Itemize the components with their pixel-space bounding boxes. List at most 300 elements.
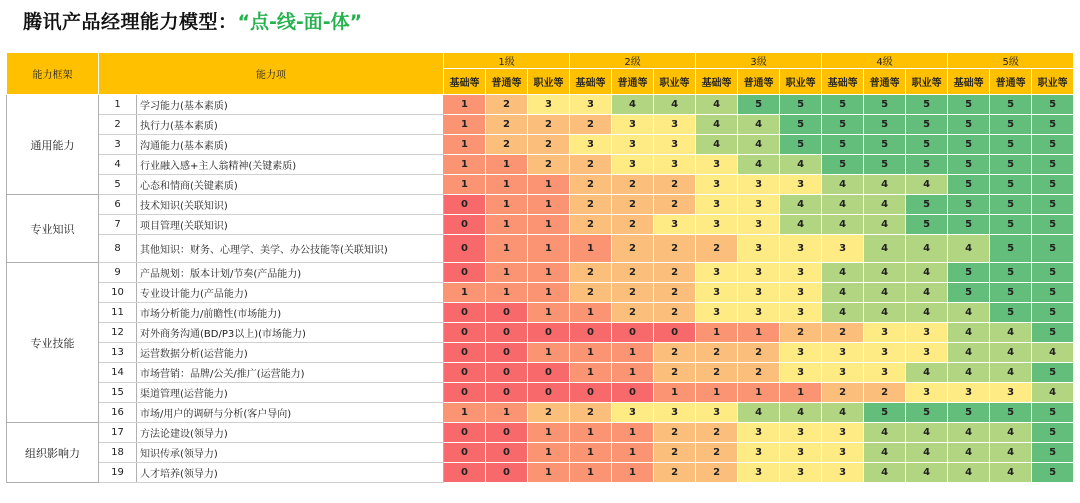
ability-item: 学习能力(基本素质) <box>137 95 444 115</box>
score-cell: 2 <box>570 195 612 215</box>
table-body <box>7 95 1074 483</box>
table-row <box>7 235 1074 263</box>
score-cell: 1 <box>444 115 486 135</box>
score-cell: 3 <box>780 283 822 303</box>
score-cell: 3 <box>822 443 864 463</box>
score-cell: 5 <box>906 155 948 175</box>
score-cell: 0 <box>528 383 570 403</box>
score-cell: 0 <box>486 443 528 463</box>
score-cell: 3 <box>738 195 780 215</box>
score-cell: 2 <box>612 195 654 215</box>
score-cell: 0 <box>654 323 696 343</box>
score-cell: 2 <box>654 303 696 323</box>
score-cell: 3 <box>654 215 696 235</box>
score-cell: 1 <box>528 303 570 323</box>
page-title <box>23 8 362 36</box>
score-cell: 5 <box>990 155 1032 175</box>
score-cell: 5 <box>990 115 1032 135</box>
score-cell: 3 <box>696 303 738 323</box>
score-cell: 4 <box>612 95 654 115</box>
score-cell: 0 <box>486 343 528 363</box>
score-cell: 4 <box>906 235 948 263</box>
score-cell: 3 <box>738 175 780 195</box>
header-item: 能力项 <box>99 53 444 95</box>
score-cell: 4 <box>780 195 822 215</box>
score-cell: 3 <box>906 323 948 343</box>
row-number: 12 <box>99 323 137 343</box>
ability-item: 项目管理(关联知识) <box>137 215 444 235</box>
score-cell: 5 <box>906 115 948 135</box>
score-cell: 5 <box>1032 323 1074 343</box>
score-cell: 1 <box>738 323 780 343</box>
score-cell: 0 <box>444 215 486 235</box>
score-cell: 4 <box>864 283 906 303</box>
score-cell: 4 <box>696 135 738 155</box>
row-number: 8 <box>99 235 137 263</box>
score-cell: 5 <box>822 115 864 135</box>
score-cell: 4 <box>864 175 906 195</box>
score-cell: 5 <box>948 215 990 235</box>
score-cell: 2 <box>654 283 696 303</box>
score-cell: 1 <box>444 135 486 155</box>
score-cell: 5 <box>864 403 906 423</box>
table-row <box>7 263 1074 283</box>
sublevel-professional: 职业等 <box>906 69 948 95</box>
score-cell: 3 <box>696 403 738 423</box>
score-cell: 4 <box>990 343 1032 363</box>
score-cell: 1 <box>696 383 738 403</box>
score-cell: 2 <box>612 235 654 263</box>
score-cell: 2 <box>696 443 738 463</box>
score-cell: 5 <box>780 95 822 115</box>
score-cell: 1 <box>444 155 486 175</box>
score-cell: 0 <box>486 303 528 323</box>
table-row <box>7 115 1074 135</box>
score-cell: 4 <box>822 215 864 235</box>
score-cell: 1 <box>486 155 528 175</box>
table-row <box>7 423 1074 443</box>
score-cell: 5 <box>864 135 906 155</box>
score-cell: 4 <box>864 215 906 235</box>
score-cell: 5 <box>990 263 1032 283</box>
sublevel-normal: 普通等 <box>990 69 1032 95</box>
score-cell: 4 <box>822 283 864 303</box>
score-cell: 3 <box>780 303 822 323</box>
title-main: 腾讯产品经理能力模型： <box>23 11 238 33</box>
score-cell: 4 <box>990 463 1032 483</box>
row-number: 11 <box>99 303 137 323</box>
score-cell: 4 <box>1032 383 1074 403</box>
score-cell: 2 <box>822 383 864 403</box>
score-cell: 1 <box>570 463 612 483</box>
score-cell: 1 <box>612 423 654 443</box>
score-cell: 1 <box>570 443 612 463</box>
score-cell: 2 <box>612 303 654 323</box>
sublevel-basic: 基础等 <box>822 69 864 95</box>
score-cell: 4 <box>906 175 948 195</box>
score-cell: 4 <box>822 175 864 195</box>
score-cell: 2 <box>654 343 696 363</box>
score-cell: 4 <box>738 155 780 175</box>
score-cell: 4 <box>948 235 990 263</box>
score-cell: 2 <box>654 235 696 263</box>
ability-item: 产品规划：版本计划/节奏(产品能力) <box>137 263 444 283</box>
table-row <box>7 95 1074 115</box>
score-cell: 2 <box>570 403 612 423</box>
score-cell: 3 <box>738 215 780 235</box>
score-cell: 1 <box>528 423 570 443</box>
header-level-3: 3级 <box>696 53 822 69</box>
ability-item: 执行力(基本素质) <box>137 115 444 135</box>
score-cell: 0 <box>486 323 528 343</box>
score-cell: 2 <box>612 283 654 303</box>
score-cell: 4 <box>990 443 1032 463</box>
score-cell: 5 <box>948 95 990 115</box>
score-cell: 2 <box>822 323 864 343</box>
score-cell: 1 <box>528 235 570 263</box>
score-cell: 2 <box>696 235 738 263</box>
ability-item: 沟通能力(基本素质) <box>137 135 444 155</box>
score-cell: 5 <box>906 215 948 235</box>
score-cell: 5 <box>990 403 1032 423</box>
score-cell: 1 <box>486 175 528 195</box>
score-cell: 3 <box>696 283 738 303</box>
sublevel-professional: 职业等 <box>1032 69 1074 95</box>
score-cell: 4 <box>906 363 948 383</box>
sublevel-professional: 职业等 <box>780 69 822 95</box>
score-cell: 4 <box>780 215 822 235</box>
ability-item: 专业设计能力(产品能力) <box>137 283 444 303</box>
score-cell: 2 <box>486 95 528 115</box>
score-cell: 3 <box>822 463 864 483</box>
row-number: 15 <box>99 383 137 403</box>
score-cell: 4 <box>696 95 738 115</box>
ability-item: 知识传承(领导力) <box>137 443 444 463</box>
score-cell: 3 <box>570 95 612 115</box>
score-cell: 3 <box>696 155 738 175</box>
score-cell: 5 <box>906 95 948 115</box>
score-cell: 3 <box>654 115 696 135</box>
score-cell: 3 <box>570 135 612 155</box>
category-cell: 专业知识 <box>7 195 99 263</box>
score-cell: 0 <box>444 235 486 263</box>
score-cell: 4 <box>906 423 948 443</box>
score-cell: 1 <box>528 263 570 283</box>
header-level-4: 4级 <box>822 53 948 69</box>
score-cell: 1 <box>486 235 528 263</box>
ability-item: 心态和情商(关键素质) <box>137 175 444 195</box>
table-row <box>7 155 1074 175</box>
score-cell: 2 <box>570 115 612 135</box>
score-cell: 4 <box>822 263 864 283</box>
category-cell: 专业技能 <box>7 263 99 423</box>
row-number: 4 <box>99 155 137 175</box>
score-cell: 3 <box>780 423 822 443</box>
score-cell: 3 <box>822 343 864 363</box>
score-cell: 4 <box>990 363 1032 383</box>
row-number: 6 <box>99 195 137 215</box>
score-cell: 4 <box>822 403 864 423</box>
score-cell: 5 <box>990 283 1032 303</box>
score-cell: 1 <box>780 383 822 403</box>
score-cell: 5 <box>1032 423 1074 443</box>
score-cell: 4 <box>738 403 780 423</box>
ability-model-table <box>6 52 1074 483</box>
score-cell: 5 <box>1032 303 1074 323</box>
score-cell: 5 <box>864 115 906 135</box>
row-number: 7 <box>99 215 137 235</box>
score-cell: 1 <box>528 175 570 195</box>
score-cell: 3 <box>612 135 654 155</box>
score-cell: 0 <box>444 323 486 343</box>
row-number: 19 <box>99 463 137 483</box>
score-cell: 4 <box>864 423 906 443</box>
score-cell: 3 <box>696 175 738 195</box>
score-cell: 4 <box>738 135 780 155</box>
sublevel-basic: 基础等 <box>444 69 486 95</box>
row-number: 5 <box>99 175 137 195</box>
score-cell: 4 <box>696 115 738 135</box>
score-cell: 4 <box>780 155 822 175</box>
score-cell: 1 <box>528 195 570 215</box>
score-cell: 5 <box>990 195 1032 215</box>
score-cell: 2 <box>528 403 570 423</box>
score-cell: 4 <box>864 443 906 463</box>
score-cell: 4 <box>906 463 948 483</box>
score-cell: 4 <box>948 423 990 443</box>
score-cell: 5 <box>906 135 948 155</box>
score-cell: 5 <box>1032 443 1074 463</box>
ability-item: 市场营销：品牌/公关/推广(运营能力) <box>137 363 444 383</box>
score-cell: 4 <box>654 95 696 115</box>
score-cell: 5 <box>822 95 864 115</box>
sublevel-professional: 职业等 <box>654 69 696 95</box>
score-cell: 5 <box>1032 175 1074 195</box>
row-number: 9 <box>99 263 137 283</box>
category-cell: 组织影响力 <box>7 423 99 483</box>
score-cell: 4 <box>948 443 990 463</box>
score-cell: 5 <box>990 95 1032 115</box>
score-cell: 1 <box>570 343 612 363</box>
score-cell: 2 <box>528 155 570 175</box>
score-cell: 4 <box>864 263 906 283</box>
score-cell: 0 <box>444 463 486 483</box>
score-cell: 0 <box>486 423 528 443</box>
score-cell: 3 <box>780 463 822 483</box>
ability-item: 行业融入感+主人翁精神(关键素质) <box>137 155 444 175</box>
sublevel-basic: 基础等 <box>696 69 738 95</box>
score-cell: 3 <box>780 235 822 263</box>
score-cell: 5 <box>948 283 990 303</box>
sublevel-normal: 普通等 <box>486 69 528 95</box>
row-number: 17 <box>99 423 137 443</box>
score-cell: 2 <box>696 343 738 363</box>
title-highlight: “点-线-面-体” <box>237 11 363 33</box>
score-cell: 0 <box>444 383 486 403</box>
score-cell: 0 <box>444 195 486 215</box>
score-cell: 3 <box>738 463 780 483</box>
score-cell: 1 <box>696 323 738 343</box>
table-row <box>7 323 1074 343</box>
row-number: 1 <box>99 95 137 115</box>
score-cell: 3 <box>822 363 864 383</box>
score-cell: 4 <box>948 363 990 383</box>
score-cell: 3 <box>822 423 864 443</box>
score-cell: 3 <box>864 343 906 363</box>
score-cell: 2 <box>528 135 570 155</box>
score-cell: 5 <box>780 115 822 135</box>
ability-item: 市场分析能力/前瞻性(市场能力) <box>137 303 444 323</box>
score-cell: 1 <box>486 403 528 423</box>
score-cell: 1 <box>612 463 654 483</box>
ability-item: 渠道管理(运营能力) <box>137 383 444 403</box>
score-cell: 0 <box>528 363 570 383</box>
ability-item: 人才培养(领导力) <box>137 463 444 483</box>
score-cell: 0 <box>570 323 612 343</box>
score-cell: 4 <box>990 423 1032 443</box>
score-cell: 1 <box>570 423 612 443</box>
score-cell: 1 <box>528 283 570 303</box>
header-framework: 能力框架 <box>7 53 99 95</box>
score-cell: 5 <box>738 95 780 115</box>
table-row <box>7 303 1074 323</box>
score-cell: 0 <box>444 363 486 383</box>
row-number: 14 <box>99 363 137 383</box>
score-cell: 2 <box>528 115 570 135</box>
score-cell: 5 <box>948 155 990 175</box>
row-number: 16 <box>99 403 137 423</box>
score-cell: 2 <box>654 463 696 483</box>
score-cell: 5 <box>906 403 948 423</box>
score-cell: 5 <box>906 195 948 215</box>
table-row <box>7 135 1074 155</box>
score-cell: 3 <box>654 135 696 155</box>
score-cell: 1 <box>570 235 612 263</box>
table-row <box>7 195 1074 215</box>
score-cell: 3 <box>948 383 990 403</box>
score-cell: 2 <box>570 263 612 283</box>
score-cell: 0 <box>444 343 486 363</box>
ability-item: 市场/用户的调研与分析(客户导向) <box>137 403 444 423</box>
score-cell: 5 <box>948 263 990 283</box>
score-cell: 4 <box>906 303 948 323</box>
score-cell: 2 <box>486 135 528 155</box>
category-cell: 通用能力 <box>7 95 99 195</box>
score-cell: 4 <box>948 323 990 343</box>
score-cell: 5 <box>948 135 990 155</box>
score-cell: 0 <box>486 463 528 483</box>
score-cell: 3 <box>612 155 654 175</box>
score-cell: 4 <box>780 403 822 423</box>
score-cell: 5 <box>864 155 906 175</box>
score-cell: 2 <box>612 263 654 283</box>
ability-item: 其他知识：财务、心理学、美学、办公技能等(关联知识) <box>137 235 444 263</box>
score-cell: 4 <box>822 303 864 323</box>
score-cell: 4 <box>906 263 948 283</box>
score-cell: 3 <box>654 403 696 423</box>
score-cell: 4 <box>738 115 780 135</box>
score-cell: 5 <box>864 95 906 115</box>
table-row <box>7 443 1074 463</box>
score-cell: 5 <box>1032 195 1074 215</box>
score-cell: 2 <box>612 175 654 195</box>
score-cell: 3 <box>738 303 780 323</box>
score-cell: 1 <box>528 215 570 235</box>
row-number: 18 <box>99 443 137 463</box>
score-cell: 2 <box>570 175 612 195</box>
score-cell: 2 <box>738 343 780 363</box>
score-cell: 0 <box>486 383 528 403</box>
score-cell: 2 <box>654 263 696 283</box>
score-cell: 1 <box>612 363 654 383</box>
score-cell: 5 <box>780 135 822 155</box>
score-cell: 5 <box>1032 115 1074 135</box>
score-cell: 3 <box>738 423 780 443</box>
score-cell: 3 <box>696 263 738 283</box>
score-cell: 1 <box>486 263 528 283</box>
table-row <box>7 403 1074 423</box>
score-cell: 1 <box>738 383 780 403</box>
score-cell: 5 <box>948 115 990 135</box>
score-cell: 5 <box>1032 403 1074 423</box>
score-cell: 3 <box>864 323 906 343</box>
score-cell: 5 <box>822 155 864 175</box>
score-cell: 3 <box>864 363 906 383</box>
table-row <box>7 175 1074 195</box>
row-number: 3 <box>99 135 137 155</box>
score-cell: 2 <box>654 175 696 195</box>
score-cell: 4 <box>948 303 990 323</box>
score-cell: 2 <box>780 323 822 343</box>
score-cell: 5 <box>822 135 864 155</box>
table-row <box>7 383 1074 403</box>
score-cell: 3 <box>780 343 822 363</box>
score-cell: 5 <box>1032 463 1074 483</box>
score-cell: 0 <box>444 263 486 283</box>
score-cell: 4 <box>906 283 948 303</box>
score-cell: 5 <box>948 195 990 215</box>
score-cell: 1 <box>654 383 696 403</box>
score-cell: 4 <box>864 463 906 483</box>
sublevel-normal: 普通等 <box>738 69 780 95</box>
score-cell: 5 <box>1032 95 1074 115</box>
score-cell: 4 <box>864 195 906 215</box>
score-cell: 1 <box>444 95 486 115</box>
score-cell: 5 <box>990 175 1032 195</box>
score-cell: 4 <box>906 443 948 463</box>
header-level-5: 5级 <box>948 53 1074 69</box>
sublevel-professional: 职业等 <box>528 69 570 95</box>
row-number: 2 <box>99 115 137 135</box>
score-cell: 3 <box>990 383 1032 403</box>
score-cell: 0 <box>570 383 612 403</box>
score-cell: 2 <box>570 215 612 235</box>
score-cell: 2 <box>696 363 738 383</box>
score-cell: 3 <box>780 363 822 383</box>
sublevel-normal: 普通等 <box>612 69 654 95</box>
score-cell: 1 <box>528 463 570 483</box>
score-cell: 5 <box>1032 363 1074 383</box>
sublevel-basic: 基础等 <box>948 69 990 95</box>
score-cell: 1 <box>486 215 528 235</box>
row-number: 10 <box>99 283 137 303</box>
score-cell: 2 <box>612 215 654 235</box>
score-cell: 3 <box>780 443 822 463</box>
score-cell: 2 <box>696 463 738 483</box>
ability-item: 运营数据分析(运营能力) <box>137 343 444 363</box>
ability-item: 方法论建设(领导力) <box>137 423 444 443</box>
ability-item: 对外商务沟通(BD/P3以上)(市场能力) <box>137 323 444 343</box>
